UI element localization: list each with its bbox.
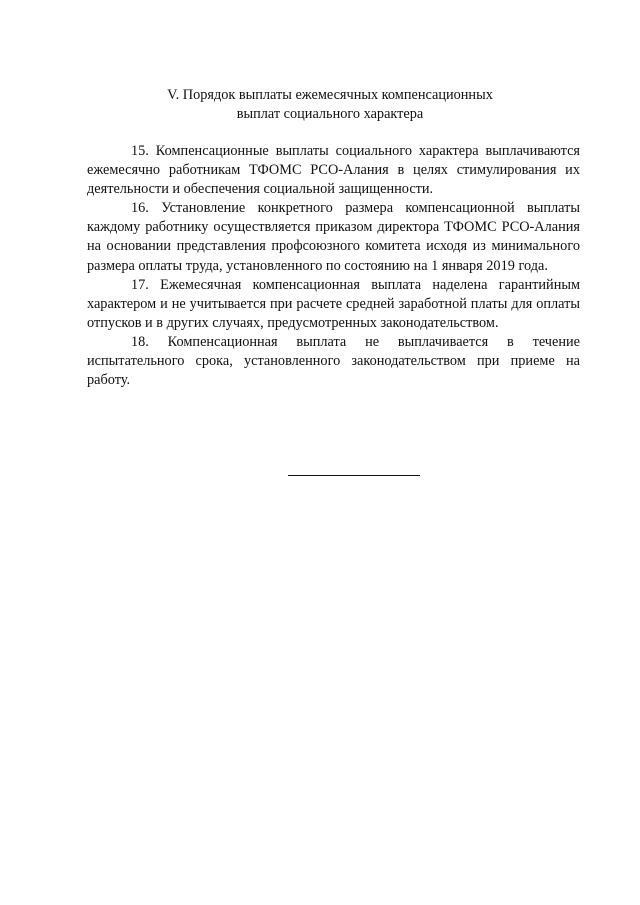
- end-of-document-rule: [288, 475, 420, 476]
- section-title-line-1: V. Порядок выплаты ежемесячных компенсационных: [167, 87, 493, 103]
- section-body: [87, 142, 580, 390]
- section-heading: [80, 86, 580, 124]
- paragraph-15: 15. Компенсационные выплаты социального характера выплачиваются ежемесячно работникам ТФОМС РСО-Алания в целях стимулирования их деятельности и обеспечения социальной защищенности.: [87, 143, 580, 198]
- paragraph-18: 18. Компенсационная выплата не выплачивается в течение испытательного срока, установленного законодательством при приеме на работу.: [87, 333, 580, 389]
- section-title-line-2: выплат социального характера: [236, 106, 424, 122]
- paragraph-17: 17. Ежемесячная компенсационная выплата наделена гарантийным характером и не учитывается при расчете средней заработной платы для оплаты отпусков и в других случаях, предусмотренных законодательством.: [87, 276, 580, 331]
- paragraph-16: 16. Установление конкретного размера компенсационной выплаты каждому работнику осуществляется приказом директора ТФОМС РСО-Алания на основании представления профсоюзного комитета исходя из минимального размера оплаты труда, установленного по состоянию на 1 января 2019 года.: [87, 200, 580, 274]
